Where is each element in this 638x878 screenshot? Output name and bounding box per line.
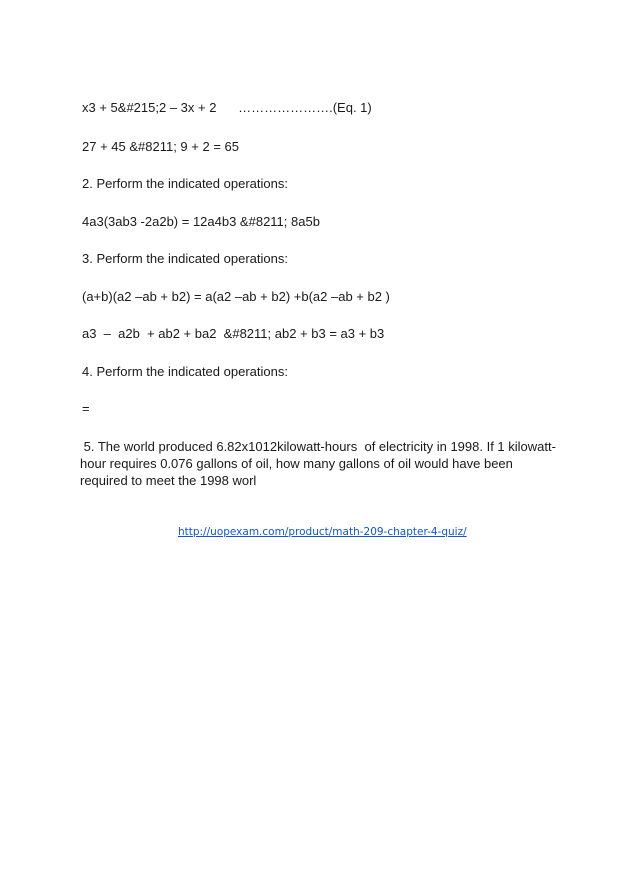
question-5-line-2: hour requires 0.076 gallons of oil, how many gallons of oil would have been [80,456,513,471]
question-4-heading: 4. Perform the indicated operations: [82,364,288,379]
equation-line-4: (a+b)(a2 –ab + b2) = a(a2 –ab + b2) +b(a2 –ab + b2 ) [82,289,390,304]
equation-line-3: 4a3(3ab3 -2a2b) = 12a4b3 &#8211; 8a5b [82,214,320,229]
equation-line-1: x3 + 5&#215;2 – 3x + 2 ………………….(Eq. 1) [82,100,372,115]
quiz-link[interactable]: http://uopexam.com/product/math-209-chapter-4-quiz/ [178,526,467,538]
question-5-paragraph [80,438,580,489]
equals-line: = [82,401,90,416]
question-5-line-1: 5. The world produced 6.82x1012kilowatt-hours of electricity in 1998. If 1 kilowatt- [80,439,556,454]
question-5-line-3: required to meet the 1998 worl [80,473,257,488]
question-2-heading: 2. Perform the indicated operations: [82,176,288,191]
question-3-heading: 3. Perform the indicated operations: [82,251,288,266]
equation-line-2: 27 + 45 &#8211; 9 + 2 = 65 [82,139,239,154]
equation-line-5: a3 – a2b + ab2 + ba2 &#8211; ab2 + b3 = a3 + b3 [82,326,385,341]
